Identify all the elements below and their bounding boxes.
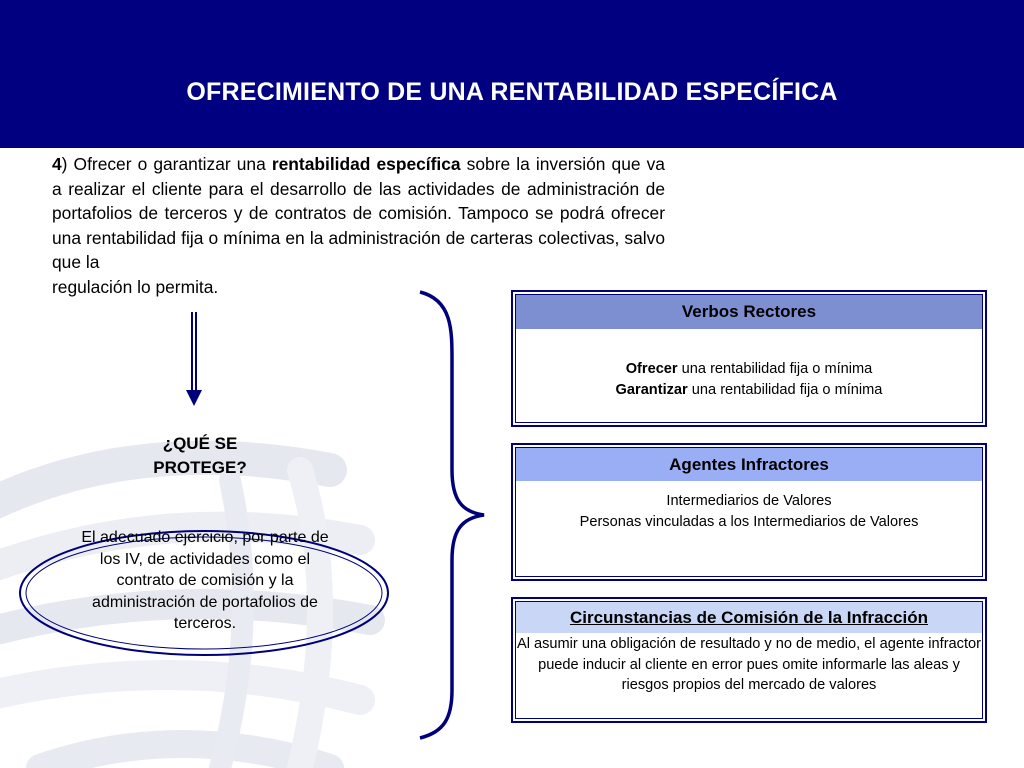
intro-bold-phrase: rentabilidad específica xyxy=(271,154,461,174)
intro-last-line: regulación lo permita. xyxy=(52,276,219,297)
question-heading: ¿QUÉ SE PROTEGE? xyxy=(153,434,247,477)
verbo-garantizar: Garantizar xyxy=(615,382,688,398)
circunstancias-title: Circunstancias de Comisión de la Infracción xyxy=(516,602,982,633)
agentes-infractores-box xyxy=(511,443,987,581)
agentes-infractores-title: Agentes Infractores xyxy=(516,448,982,481)
slide-title: OFRECIMIENTO DE UNA RENTABILIDAD ESPECÍFICA xyxy=(186,78,838,106)
agentes-infractores-body xyxy=(513,491,985,533)
verbos-line-garantizar xyxy=(513,380,985,401)
verbo-garantizar-rest: una rentabilidad fija o mínima xyxy=(687,382,883,398)
verbos-rectores-box xyxy=(511,290,987,427)
intro-text-part1: ) Ofrecer o garantizar una xyxy=(61,154,272,174)
verbo-ofrecer-rest: una rentabilidad fija o mínima xyxy=(677,361,873,377)
agente-item: Intermediarios de Valores xyxy=(666,493,832,509)
intro-number: 4 xyxy=(52,154,62,174)
verbos-line-ofrecer xyxy=(513,359,985,380)
verbo-ofrecer: Ofrecer xyxy=(625,361,678,377)
verbos-rectores-body xyxy=(513,359,985,401)
circunstancias-text: Al asumir una obligación de resultado y no de medio, el agente infractor puede inducir al cliente en error pues omite informarle las aleas y riesgos propios del mercado de valores xyxy=(516,636,982,693)
protected-interest-text: El adecuado ejercicio, por parte de los IV, de actividades como el contrato de comisión y la administración de portafolios de terceros. xyxy=(81,529,329,632)
verbos-rectores-title: Verbos Rectores xyxy=(516,295,982,329)
circunstancias-box xyxy=(511,597,987,723)
agente-item: Personas vinculadas a los Intermediarios de Valores xyxy=(579,514,919,530)
intro-text-part2: sobre la inversión que va a realizar el cliente para el desarrollo de las actividades de administración de portafolios de terceros y de contratos de comisión. Tampoco se podrá ofrecer una rentabilidad fija o mínima en la administración de carteras colectivas, salvo que la xyxy=(52,154,665,272)
